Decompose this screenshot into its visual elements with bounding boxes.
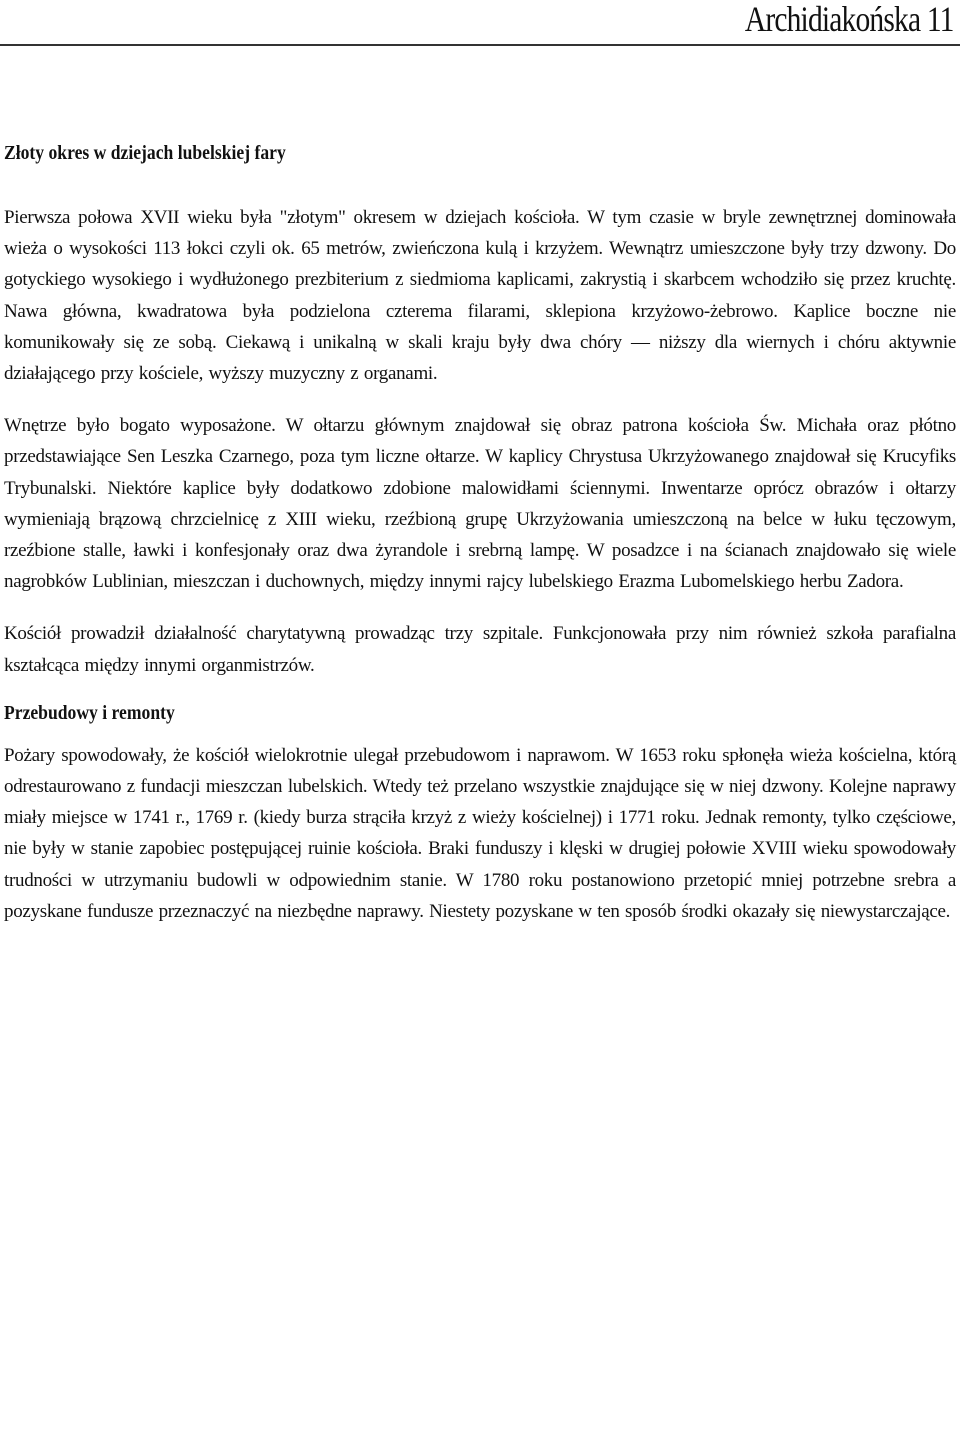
page-title: Archidiakońska 11 — [745, 0, 954, 39]
document-body — [4, 142, 956, 948]
section-heading: Złoty okres w dziejach lubelskiej fary — [4, 142, 286, 164]
page-header — [0, 0, 960, 46]
paragraph: Pierwsza połowa XVII wieku była "złotym" okresem w dziejach kościoła. W tym czasie w bryle zewnętrznej dominowała wieża o wysokości 113 łokci czyli ok. 65 metrów, zwieńczona kulą i krzyżem. Wewnątrz umieszczone były trzy dzwony. Do gotyckiego wysokiego i wydłużonego prezbiterium z siedmioma kaplicami, zakrystią i skarbcem wchodziło się przez kruchtę. Nawa główna, kwadratowa była podzielona czterema filarami, sklepiona krzyżowo-żebrowo. Kaplice boczne nie komunikowały się ze sobą. Ciekawą i unikalną w skali kraju były dwa chóry — niższy dla wiernych i chóru aktywnie działającego przy kościele, wyższy muzyczny z organami. — [4, 207, 956, 385]
paragraph: Pożary spowodowały, że kościół wielokrotnie ulegał przebudowom i naprawom. W 1653 roku spłonęła wieża kościelna, którą odrestaurowano z fundacji mieszczan lubelskich. Wtedy też przelano wszystkie znajdujące się w niej dzwony. Kolejne naprawy miały miejsce w 1741 r., 1769 r. (kiedy burza strąciła krzyż z wieży kościelnej) i 1771 roku. Jednak remonty, tylko częściowe, nie były w stanie zapobiec postępującej ruinie kościoła. Braki funduszy i klęski w drugiej połowie XVIII wieku spowodowały trudności w utrzymaniu budowli w odpowiednim stanie. W 1780 roku postanowiono przetopić mniej potrzebne srebra a pozyskane fundusze przeznaczyć na niezbędne naprawy. Niestety pozyskane w ten sposób środki okazały się niewystarczające. — [4, 744, 956, 922]
paragraph: Kościół prowadził działalność charytatywną prowadząc trzy szpitale. Funkcjonowała przy nim również szkoła parafialna kształcąca między innymi organmistrzów. — [4, 623, 956, 676]
header-divider — [0, 44, 960, 46]
section-heading: Przebudowy i remonty — [4, 701, 175, 724]
paragraph: Wnętrze było bogato wyposażone. W ołtarzu głównym znajdował się obraz patrona kościoła Św. Michała oraz płótno przedstawiające Sen Leszka Czarnego, poza tym liczne ołtarze. W kaplicy Chrystusa Ukrzyżowanego znajdował się Krucyfiks Trybunalski. Niektóre kaplice były dodatkowo zdobione malowidłami ściennymi. Inwentarze oprócz obrazów i ołtarzy wymieniają brązową chrzcielnicę z XIII wieku, rzeźbioną grupę Ukrzyżowania umieszczoną na belce w łuku tęczowym, rzeźbione stalle, ławki i konfesjonały oraz dwa żyrandole i srebrną lampę. W posadzce i na ścianach znajdowało się wiele nagrobków Lublinian, mieszczan i duchownych, między innymi rajcy lubelskiego Erazma Lubomelskiego herbu Zadora. — [4, 415, 956, 593]
